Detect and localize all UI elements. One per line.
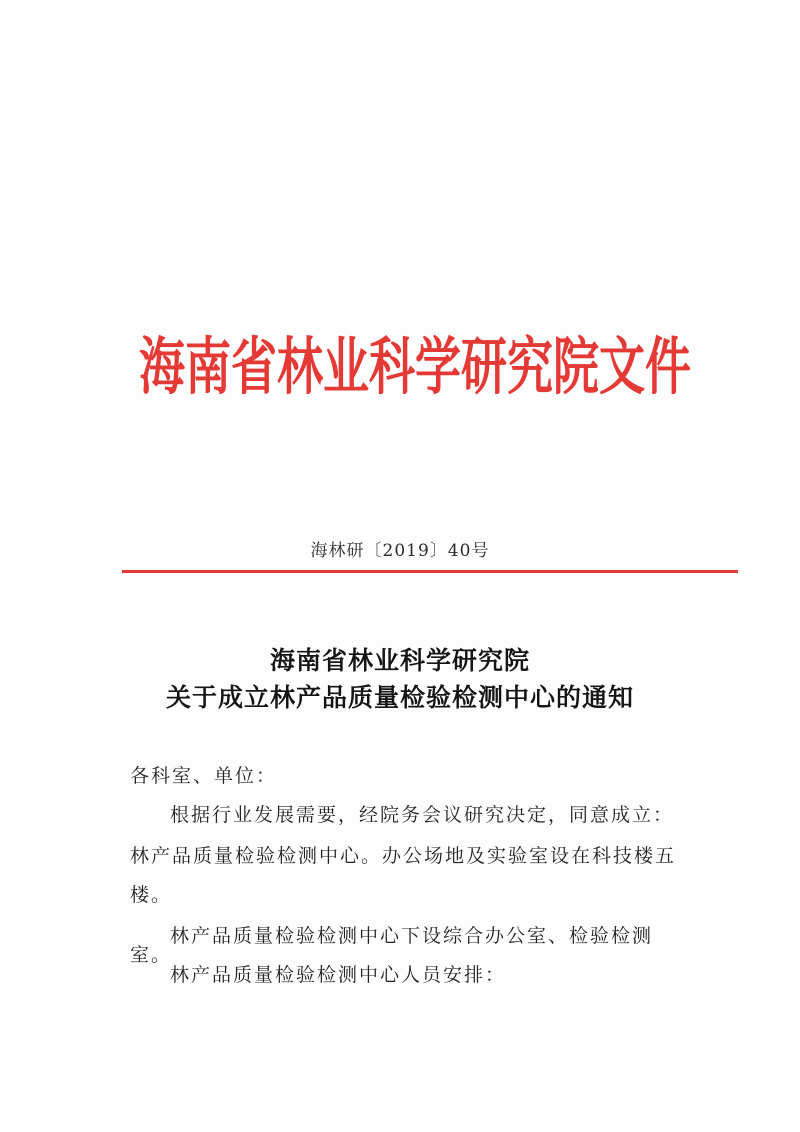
paragraph-3: 林产品质量检验检测中心人员安排： — [170, 964, 507, 986]
notice-title-line2: 关于成立林产品质量检验检测中心的通知 — [165, 683, 634, 712]
document-number: 海林研〔2019〕40号 — [310, 541, 490, 561]
salutation: 各科室、单位： — [130, 765, 278, 787]
paragraph-2: 林产品质量检验检测中心下设综合办公室、检验检测室。 — [130, 925, 654, 966]
paragraph-1-line-3: 楼。 — [130, 884, 173, 906]
paragraph-1-line-2: 林产品质量检验检测中心。办公场地及实验室设在科技楼五 — [130, 845, 677, 867]
paragraph-1-line-1: 根据行业发展需要，经院务会议研究决定，同意成立： — [170, 804, 675, 826]
red-separator-line — [122, 570, 738, 573]
masthead-title: 海南省林业科学研究院文件 — [139, 330, 691, 404]
notice-title-line1: 海南省林业科学研究院 — [269, 646, 530, 675]
